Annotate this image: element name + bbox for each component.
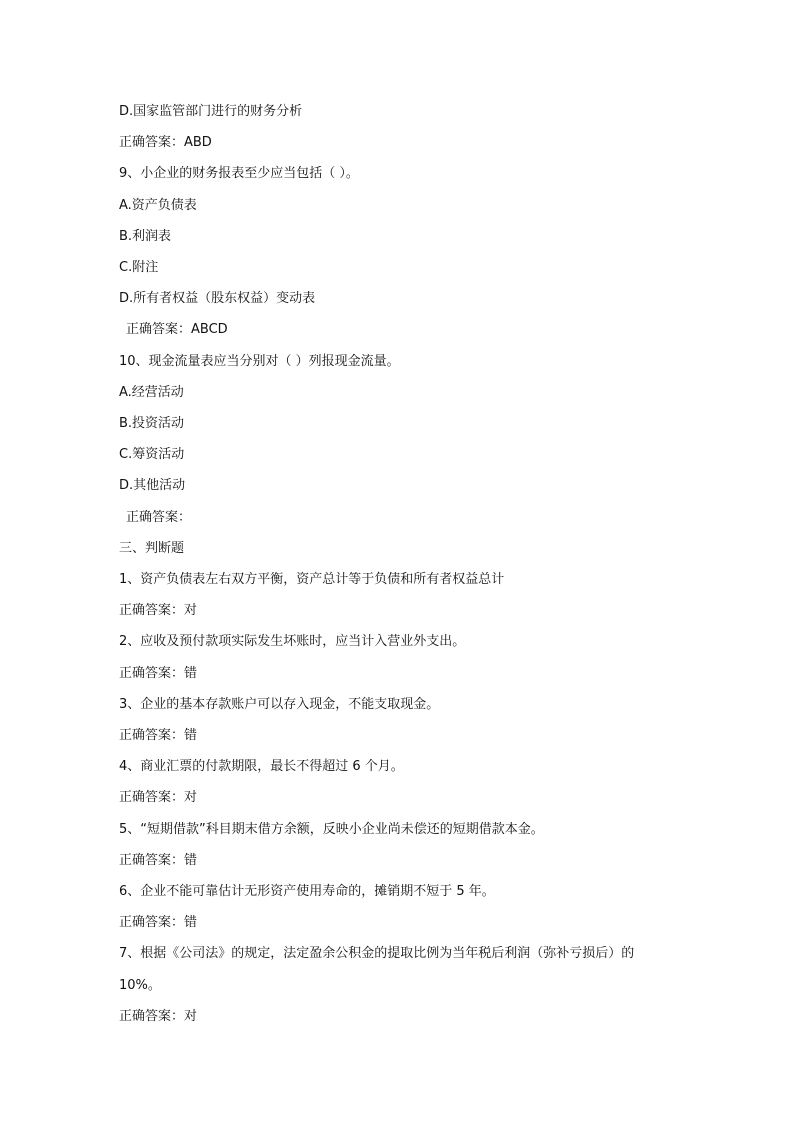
tf-answer-2: 正确答案：错 — [119, 666, 198, 681]
option-9c: C.附注 — [119, 260, 159, 275]
section-heading: 三、判断题 — [119, 541, 185, 556]
tf-question-7: 7、根据《公司法》的规定，法定盈余公积金的提取比例为当年税后利润（弥补亏损后）的 — [119, 946, 635, 961]
option-10d: D.其他活动 — [119, 478, 186, 493]
answer-9: 正确答案：ABCD — [126, 322, 228, 337]
question-9: 9、小企业的财务报表至少应当包括（ ）。 — [119, 166, 359, 181]
option-8d: D.国家监管部门进行的财务分析 — [119, 104, 303, 119]
tf-answer-1: 正确答案：对 — [119, 603, 198, 618]
option-9d: D.所有者权益（股东权益）变动表 — [119, 291, 316, 306]
option-9a: A.资产负债表 — [119, 198, 197, 213]
answer-8: 正确答案：ABD — [119, 135, 212, 150]
question-10: 10、现金流量表应当分别对（ ）列报现金流量。 — [119, 354, 400, 369]
tf-answer-6: 正确答案：错 — [119, 915, 198, 930]
tf-question-7-continued: 10%。 — [119, 978, 161, 993]
tf-answer-5: 正确答案：错 — [119, 853, 198, 868]
option-10a: A.经营活动 — [119, 385, 184, 400]
tf-question-6: 6、企业不能可靠估计无形资产使用寿命的，摊销期不短于 5 年。 — [119, 884, 495, 899]
tf-question-4: 4、商业汇票的付款期限，最长不得超过 6 个月。 — [119, 759, 404, 774]
option-9b: B.利润表 — [119, 229, 172, 244]
answer-10: 正确答案： — [126, 510, 192, 525]
tf-question-1: 1、资产负债表左右双方平衡，资产总计等于负债和所有者权益总计 — [119, 572, 505, 587]
option-10c: C.筹资活动 — [119, 447, 185, 462]
option-10b: B.投资活动 — [119, 416, 185, 431]
tf-answer-7: 正确答案：对 — [119, 1009, 198, 1024]
tf-answer-4: 正确答案：对 — [119, 790, 198, 805]
tf-answer-3: 正确答案：错 — [119, 728, 198, 743]
tf-question-2: 2、应收及预付款项实际发生坏账时，应当计入营业外支出。 — [119, 634, 466, 649]
tf-question-3: 3、企业的基本存款账户可以存入现金，不能支取现金。 — [119, 697, 440, 712]
tf-question-5: 5、“短期借款”科目期末借方余额，反映小企业尚未偿还的短期借款本金。 — [119, 822, 544, 837]
